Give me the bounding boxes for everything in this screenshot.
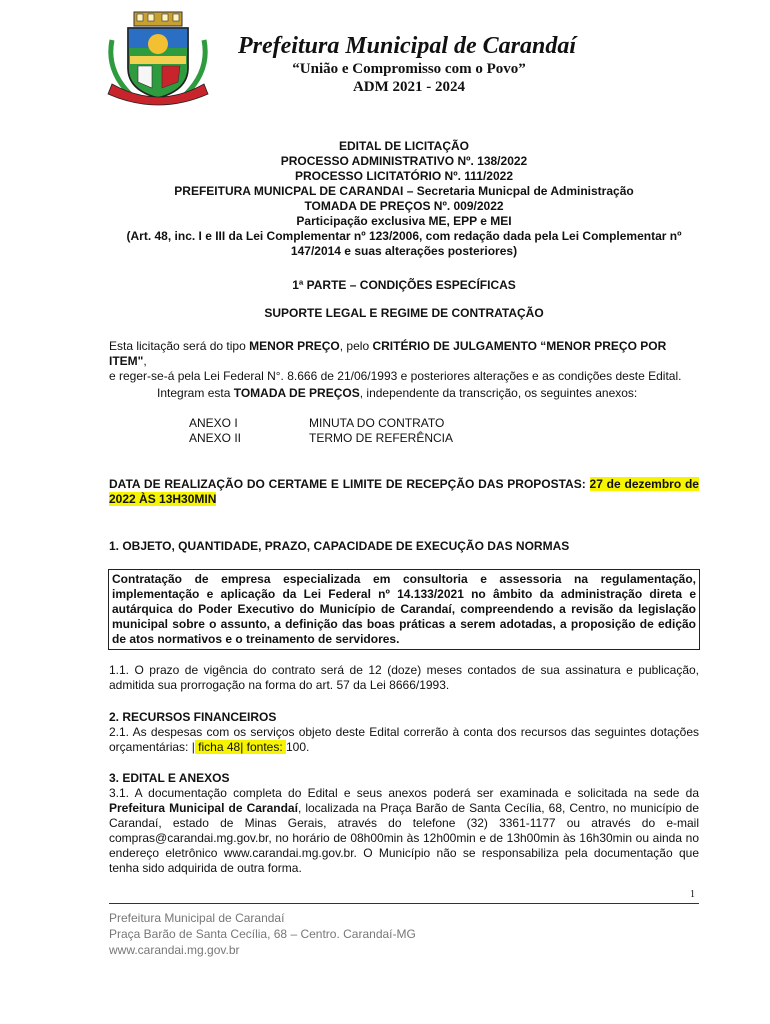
annex-intro: [157, 386, 697, 401]
section3-text: 3.1. A documentação completa do Edital e seus anexos poderá ser examinada e solicitada na sede da: [109, 786, 699, 800]
annex-id: ANEXO I: [189, 416, 238, 430]
section3-title: 3. EDITAL E ANEXOS: [109, 771, 230, 785]
annex-intro-text: Integram esta: [157, 386, 234, 400]
intro-text: ,: [143, 354, 147, 368]
footer-divider: [109, 903, 699, 904]
title-line: EDITAL DE LICITAÇÃO: [339, 139, 469, 153]
section2-paragraph: [109, 725, 699, 755]
deadline-value: 2022 ÀS 13H30MIN: [109, 492, 217, 506]
annex-row: [189, 431, 453, 446]
section2-text: 100.: [286, 740, 310, 754]
section3-bold: Prefeitura Municipal de Carandaí: [109, 801, 298, 815]
section3-text: , localizada na Praça Barão de Santa Cecília, 68, Centro, no município de Carandaí, estado de Minas Gerais, através do telefone (32) 3361-1177 ou através do e-mail compras@carandai.mg.gov.br, no horário de 08h00min às 12h00min e de 13h00min às 16h30min ou ainda no endereço eletrônico www.carandai.mg.gov.br. O Município não se responsabiliza pela documentação que tenha sido adquirida de outra forma.: [109, 801, 700, 875]
legal-title: SUPORTE LEGAL E REGIME DE CONTRATAÇÃO: [264, 306, 544, 320]
title-line: PREFEITURA MUNICPAL DE CARANDAI – Secretaria Municpal de Administração: [174, 184, 634, 198]
annex-row: [189, 416, 444, 431]
footer-line: Praça Barão de Santa Cecília, 68 – Centro. Carandaí-MG: [109, 927, 416, 941]
deadline-label: DATA DE REALIZAÇÃO DO CERTAME E LIMITE DE RECEPÇÃO DAS PROPOSTAS:: [109, 477, 590, 491]
intro-line2: e reger-se-á pela Lei Federal N°. 8.666 de 21/06/1993 e posteriores alterações e as condições deste Edital.: [109, 369, 682, 383]
section1-title: 1. OBJETO, QUANTIDADE, PRAZO, CAPACIDADE DE EXECUÇÃO DAS NORMAS: [109, 539, 570, 553]
footer-line: Prefeitura Municipal de Carandaí: [109, 911, 285, 925]
title-line: Participação exclusiva ME, EPP e MEI: [296, 214, 512, 228]
page-number: 1: [690, 889, 695, 900]
intro-text: Esta licitação será do tipo: [109, 339, 250, 353]
part-title: 1ª PARTE – CONDIÇÕES ESPECÍFICAS: [292, 278, 516, 292]
footer-link[interactable]: www.carandai.mg.gov.br: [109, 943, 240, 957]
annex-intro-bold: TOMADA DE PREÇOS: [233, 386, 360, 400]
header-adm: ADM 2021 - 2024: [352, 79, 466, 95]
annex-desc: MINUTA DO CONTRATO: [309, 416, 445, 430]
title-line: PROCESSO ADMINISTRATIVO Nº. 138/2022: [280, 154, 528, 168]
section2-highlight: ficha 48| fontes:: [194, 740, 286, 754]
footer: [109, 910, 416, 958]
object-box: Contratação de empresa especializada em consultoria e assessoria na regulamentação, implementação e aplicação da Lei Federal nº 14.133/2021 no âmbito da administração direta e autárquica do Poder Executivo do Município de Carandaí, compreendendo a revisão da legislação municipal sobre o assunto, a definição das boas práticas a serem adotadas, a proposição de edição de atos normativos e o treinamento de servidores.: [108, 569, 700, 650]
section2-title: 2. RECURSOS FINANCEIROS: [109, 710, 277, 724]
deadline-paragraph: [109, 477, 699, 507]
annex-intro-text: , independente da transcrição, os seguintes anexos:: [359, 386, 638, 400]
annex-desc: TERMO DE REFERÊNCIA: [309, 431, 454, 445]
title-line: 147/2014 e suas alterações posteriores): [290, 244, 518, 258]
section2-text: 2.1. As despesas com os serviços objeto deste Edital correrão à conta dos recursos das seguintes dotações orçamentárias: |: [109, 725, 699, 754]
header-title: Prefeitura Municipal de Carandaí: [238, 33, 577, 59]
intro-bold-criteria: CRITÉRIO DE JULGAMENTO “MENOR PREÇO POR ITEM": [109, 339, 667, 368]
edital-titles: [109, 139, 699, 259]
header-motto: “União e Compromisso com o Povo”: [292, 61, 526, 77]
title-line: TOMADA DE PREÇOS Nº. 009/2022: [304, 199, 504, 213]
section1-paragraph: 1.1. O prazo de vigência do contrato será de 12 (doze) meses contados de sua assinatura e publicação, admitida sua prorrogação na forma do art. 57 da Lei 8666/1993.: [109, 663, 699, 692]
section3-paragraph: [109, 786, 699, 876]
intro-paragraph: [109, 339, 699, 384]
deadline-value: 27 de dezembro de: [589, 477, 699, 491]
title-line: (Art. 48, inc. I e III da Lei Complementar nº 123/2006, com redação dada pela Lei Complementar nº: [126, 229, 682, 243]
intro-bold-type: MENOR PREÇO: [249, 339, 340, 353]
title-line: PROCESSO LICITATÓRIO Nº. 111/2022: [294, 169, 513, 183]
annex-id: ANEXO II: [189, 431, 242, 445]
intro-text: , pelo: [339, 339, 373, 353]
